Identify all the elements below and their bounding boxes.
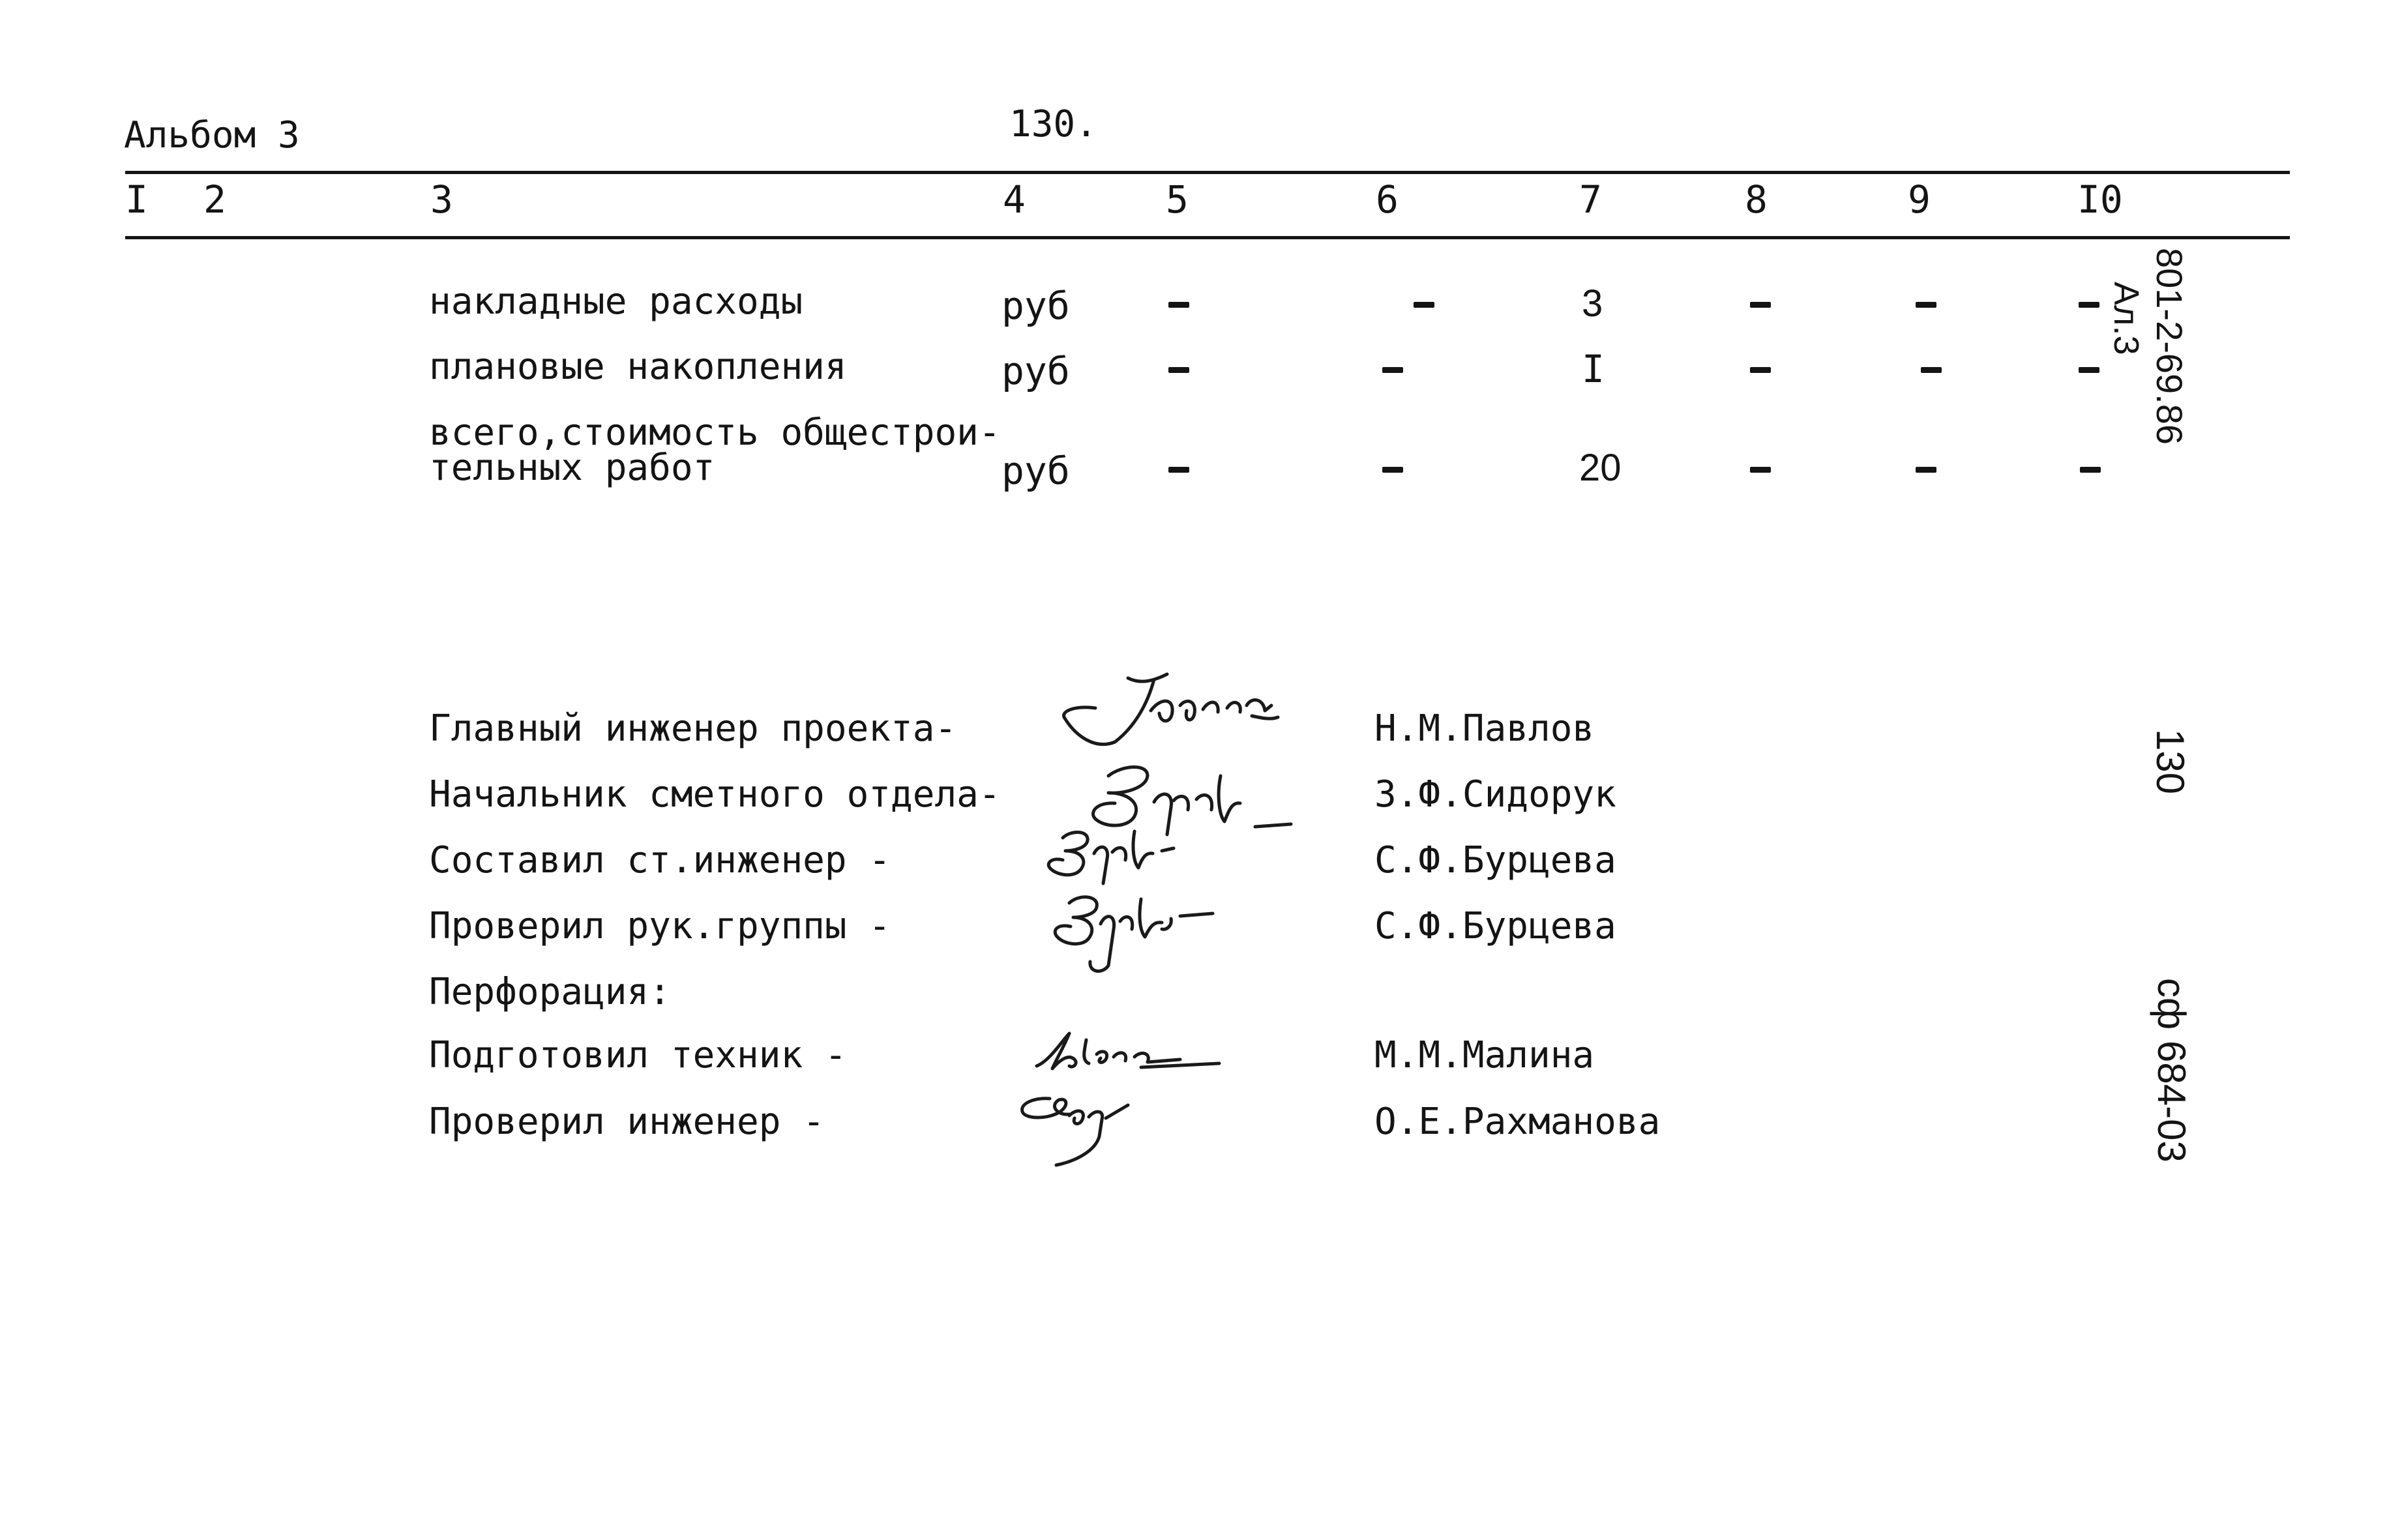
signature-role: Проверил инженер - [429, 1101, 825, 1143]
page-number: 130. [1009, 103, 1097, 145]
margin-page-stamp: 130 [2148, 729, 2192, 795]
table-header-rule [125, 236, 2290, 239]
row-description-line-2: тельных работ [429, 447, 715, 489]
dash-col9 [1916, 467, 1936, 473]
column-header-9: 9 [1908, 177, 1931, 222]
margin-doc-code: 801-2-69.86 [2149, 248, 2190, 445]
signature-name: Н.М.Павлов [1374, 707, 1595, 750]
dash-col5 [1168, 302, 1189, 308]
dash-col6 [1414, 302, 1434, 308]
dash-col5 [1168, 367, 1189, 373]
dash-col10 [2079, 367, 2099, 373]
signature-name: З.Ф.Сидорук [1374, 773, 1616, 816]
signature-mark-4 [1017, 877, 1239, 981]
column-header-10: I0 [2077, 177, 2123, 222]
column-header-1: I [125, 177, 148, 222]
signature-mark-5 [1024, 1020, 1245, 1079]
column-header-7: 7 [1579, 177, 1602, 222]
signature-role: Начальник сметного отдела- [429, 773, 1001, 816]
row-value-col7: 3 [1582, 282, 1603, 325]
signature-role: Подготовил техник - [429, 1034, 847, 1076]
dash-col6 [1382, 367, 1403, 373]
album-label: Альбом 3 [124, 114, 300, 156]
signature-mark-1 [1056, 665, 1291, 769]
dash-col10 [2080, 467, 2101, 473]
signature-mark-6 [1004, 1079, 1200, 1177]
row-unit: руб [1001, 284, 1070, 328]
dash-col10 [2079, 302, 2099, 308]
signature-name: С.Ф.Бурцева [1374, 905, 1616, 947]
table-top-rule [125, 171, 2290, 174]
column-header-2: 2 [203, 177, 226, 222]
row-description: накладные расходы [429, 280, 803, 323]
row-unit: руб [1001, 449, 1070, 493]
dash-col8 [1750, 302, 1771, 308]
signature-role: Составил ст.инженер - [429, 839, 891, 881]
column-header-4: 4 [1003, 177, 1026, 222]
dash-col8 [1750, 467, 1771, 473]
column-header-8: 8 [1745, 177, 1768, 222]
column-header-5: 5 [1166, 177, 1189, 222]
signature-role: Перфорация: [429, 971, 671, 1013]
row-value-col7: 20 [1579, 447, 1622, 489]
signature-role: Проверил рук.группы - [429, 905, 891, 947]
column-header-3: 3 [430, 177, 453, 222]
dash-col6 [1382, 467, 1403, 473]
dash-col9 [1921, 367, 1942, 373]
row-value-col7: I [1582, 347, 1605, 391]
row-description: плановые накопления [429, 346, 847, 388]
margin-album-ref: Ал.3 [2107, 282, 2146, 355]
dash-col5 [1168, 467, 1189, 473]
signature-role: Главный инженер проекта- [429, 707, 957, 750]
signature-name: М.М.Малина [1374, 1034, 1595, 1076]
row-description-line-1: всего,стоимость общестрои- [429, 411, 1001, 454]
signature-name: О.Е.Рахманова [1374, 1101, 1661, 1143]
dash-col9 [1916, 302, 1936, 308]
margin-archive-code: сф 684-03 [2150, 978, 2193, 1162]
row-unit: руб [1001, 349, 1070, 393]
column-header-6: 6 [1376, 177, 1399, 222]
signature-name: С.Ф.Бурцева [1374, 839, 1616, 881]
dash-col8 [1750, 367, 1771, 373]
